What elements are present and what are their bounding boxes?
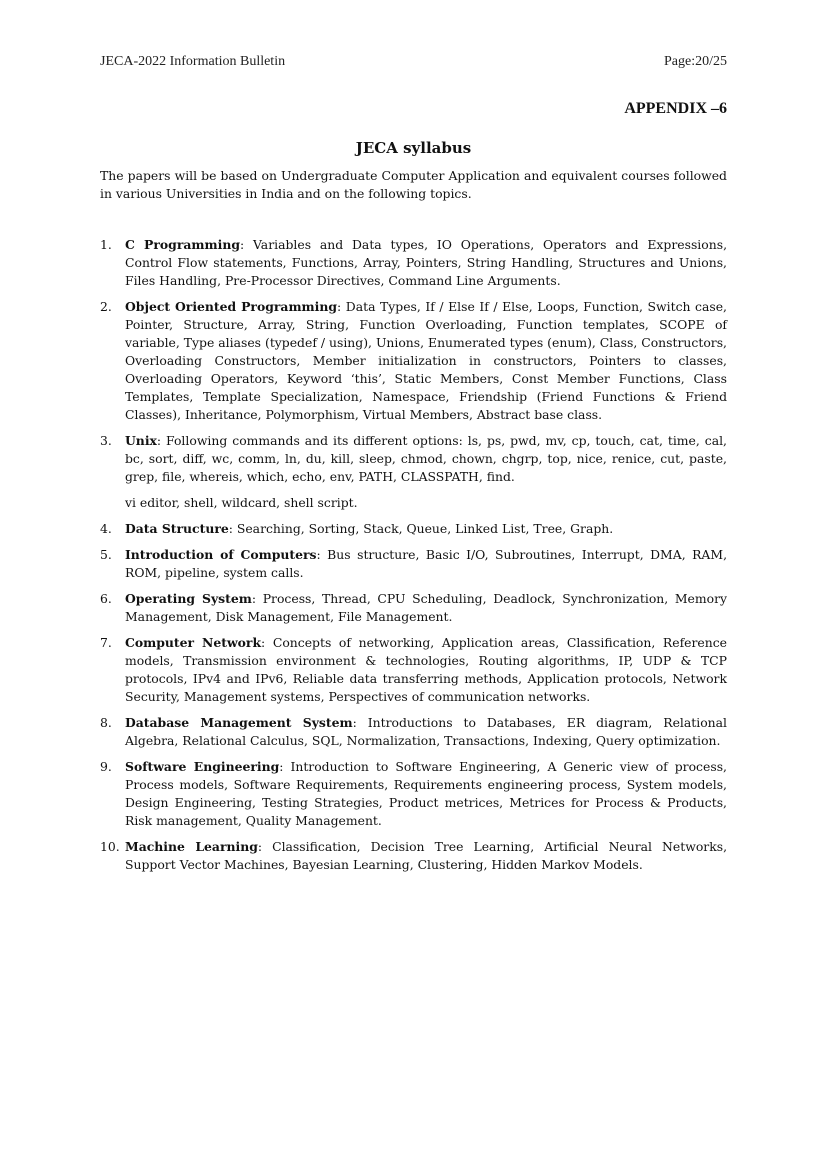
topic-number: 3. [100, 433, 112, 448]
topic-name: Unix [125, 433, 157, 448]
page-header [100, 54, 727, 70]
appendix-label: APPENDIX –6 [624, 100, 727, 117]
topic-paragraph [125, 758, 727, 830]
list-item [100, 298, 727, 424]
topic-body [125, 838, 727, 874]
topic-body [125, 634, 727, 706]
topic-text: : Variables and Data types, IO Operations, Operators and Expressions, Control Flow statements, Functions, Array, Pointers, String Handling, Structures and Unions, Files Handling, Pre-Processor Directives, Command Line Arguments. [125, 237, 728, 288]
topic-number: 6. [100, 591, 112, 606]
list-item [100, 714, 727, 750]
topic-list [100, 236, 727, 882]
topic-text: : Searching, Sorting, Stack, Queue, Linked List, Tree, Graph. [228, 521, 614, 536]
topic-name: Database Management System [125, 715, 353, 730]
topic-paragraph [125, 432, 727, 486]
topic-body [125, 432, 727, 512]
page-title: JECA syllabus [355, 139, 472, 157]
topic-name: Introduction of Computers [125, 547, 317, 562]
topic-name: Object Oriented Programming [125, 299, 338, 314]
topic-name: Data Structure [125, 521, 229, 536]
topic-paragraph [125, 590, 727, 626]
topic-body [125, 520, 727, 538]
topic-body [125, 714, 727, 750]
topic-number: 10. [100, 839, 120, 854]
list-item [100, 432, 727, 512]
topic-number: 1. [100, 237, 112, 252]
topic-text: : Bus structure, Basic I/O, Subroutines, Interrupt, DMA, RAM, ROM, pipeline, system calls. [125, 547, 728, 580]
topic-name: Software Engineering [125, 759, 280, 774]
list-item [100, 590, 727, 626]
topic-body [125, 758, 727, 830]
topic-name: Machine Learning [125, 839, 258, 854]
topic-text: : Concepts of networking, Application areas, Classification, Reference models, Transmission environment & technologies, Routing algorithms, IP, UDP & TCP protocols, IPv4 and IPv6, Reliable data transferring methods, Application protocols, Network Security, Management systems, Perspectives of communication networks. [125, 635, 727, 704]
page-number: Page:20/25 [664, 54, 727, 69]
topic-paragraph [125, 546, 727, 582]
list-item [100, 520, 727, 538]
list-item [100, 634, 727, 706]
topic-text: : Introductions to Databases, ER diagram, Relational Algebra, Relational Calculus, SQL, Normalization, Transactions, Indexing, Query optimization. [125, 715, 727, 748]
list-item [100, 838, 727, 874]
topic-number: 9. [100, 759, 112, 774]
topic-body [125, 546, 727, 582]
topic-paragraph [125, 298, 727, 424]
topic-paragraph [125, 714, 727, 750]
topic-text: : Process, Thread, CPU Scheduling, Deadlock, Synchronization, Memory Management, Disk Management, File Management. [125, 591, 727, 624]
topic-body [125, 298, 727, 424]
topic-number: 8. [100, 715, 112, 730]
list-item [100, 236, 727, 290]
topic-name: C Programming [125, 237, 240, 252]
list-item [100, 546, 727, 582]
list-item [100, 758, 727, 830]
intro-paragraph: The papers will be based on Undergraduate Computer Application and equivalent courses followed in various Universities in India and on the following topics. [100, 168, 727, 201]
topic-body [125, 236, 727, 290]
topic-text: : Following commands and its different options: ls, ps, pwd, mv, cp, touch, cat, time, cal, bc, sort, diff, wc, comm, ln, du, kill, sleep, chmod, chown, chgrp, top, nice, renice, cut, paste, grep, file, whereis, which, echo, env, PATH, CLASSPATH, find. [125, 433, 727, 484]
topic-paragraph [125, 520, 727, 538]
topic-body [125, 590, 727, 626]
topic-number: 5. [100, 547, 112, 562]
topic-number: 7. [100, 635, 112, 650]
topic-paragraph [125, 838, 727, 874]
topic-number: 4. [100, 521, 112, 536]
topic-name: Operating System [125, 591, 252, 606]
topic-text: : Introduction to Software Engineering, A Generic view of process, Process models, Software Requirements, Requirements engineering process, System models, Design Engineering, Testing Strategies, Product metrices, Metrices for Process & Products, Risk management, Quality Management. [125, 759, 727, 828]
bulletin-title: JECA-2022 Information Bulletin [100, 54, 286, 69]
topic-paragraph [125, 634, 727, 706]
topic-number: 2. [100, 299, 112, 314]
topic-name: Computer Network [125, 635, 262, 650]
topic-paragraph [125, 236, 727, 290]
topic-extra: vi editor, shell, wildcard, shell script. [125, 495, 358, 510]
topic-text: : Classification, Decision Tree Learning, Artificial Neural Networks, Support Vector Machines, Bayesian Learning, Clustering, Hidden Markov Models. [125, 839, 728, 872]
topic-text: : Data Types, If / Else If / Else, Loops, Function, Switch case, Pointer, Structure, Array, String, Function Overloading, Function templates, SCOPE of variable, Type aliases (typedef / using), Unions, Enumerated types (enum), Class, Constructors, Overloading Constructors, Member initialization in constructors, Pointers to classes, Overloading Operators, Keyword ‘this’, Static Members, Const Member Functions, Class Templates, Template Specialization, Namespace, Friendship (Friend Functions & Friend Classes), Inheritance, Polymorphism, Virtual Members, Abstract base class. [125, 299, 727, 422]
